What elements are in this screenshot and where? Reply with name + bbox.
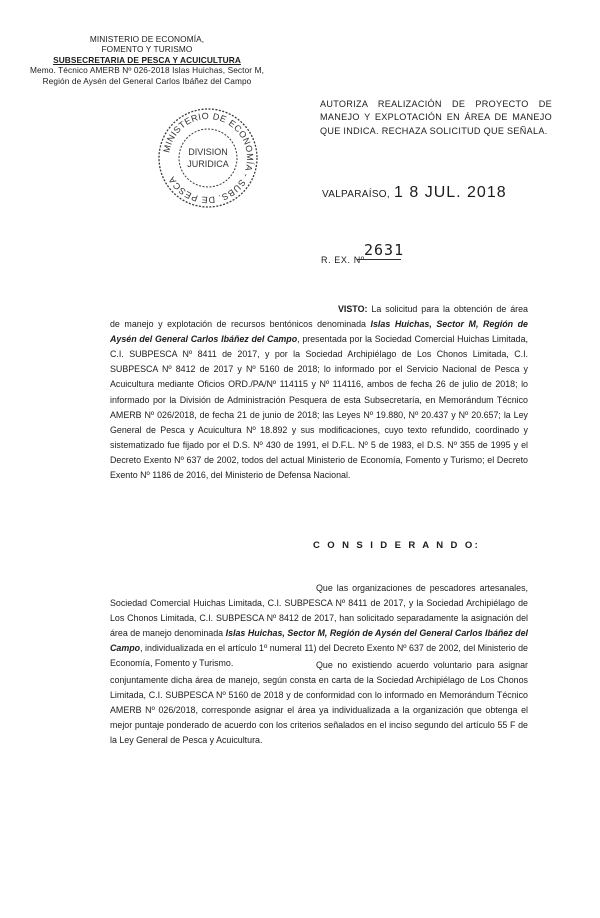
resolution-number-label: R. EX. Nº — [321, 255, 365, 265]
stamp-center-line-1: DIVISION — [188, 147, 228, 157]
juridical-division-stamp — [155, 105, 261, 211]
visto-label: VISTO: — [338, 304, 368, 314]
stamp-seal — [155, 105, 261, 211]
visto-text-1: La solicitud para la obtención de área de manejo y explotación de recursos bentónicos denominada — [110, 304, 528, 330]
region-reference: Región de Aysén del General Carlos Ibáñez del Campo — [42, 75, 252, 86]
ministry-name: MINISTERIO DE ECONOMÍA, — [89, 34, 205, 44]
visto-section — [110, 302, 528, 483]
paragraph-2-text: Que no existiendo acuerdo voluntario para asignar conjuntamente dicha área de manejo, según consta en carta de la Sociedad Archipiélago de Los Chonos Limitada, C.I. SUBPESCA Nº 5160 de 2018 y de conformidad con lo informado en Memorándum Técnico AMERB Nº 026/2018, corresponde asignar el área ya individualizada a la organización que obtenga el mejor puntaje ponderado de acuerdo con los criterios señalados en el inciso segundo del artículo 55 F de la Ley General de Pesca y Acuicultura. — [110, 660, 528, 746]
resolution-number-underline — [357, 259, 401, 260]
stamp-ring-text: MINISTERIO DE ECONOMÍA - SUBS. DE PESCA — [161, 110, 256, 206]
subsecretary-name: SUBSECRETARIA DE PESCA Y ACUICULTURA — [53, 54, 241, 65]
considerando-paragraph-2 — [110, 658, 528, 749]
visto-text-2: , presentada por la Sociedad Comercial Huichas Limitada, C.I. SUBPESCA Nº 8411 de 2017, y por la Sociedad Archipiélago de Los Chonos Limitada, C.I. SUBPESCA Nº 8412 de 2017 y Nº 5160 de 2018; lo informado por el Servicio Nacional de Pesca y Acuicultura mediante Oficios ORD./PA/Nº 114115 y Nº 114116, ambos de fecha 26 de julio de 2018; lo informado por la División de Administración Pesquera de esta Subsecretaría, en Memorándum Técnico AMERB Nº 026/2018, de fecha 21 de junio de 2018; las Leyes Nº 19.880, Nº 20.437 y Nº 20.657; la Ley General de Pesca y Acuicultura Nº 18.892 y sus modificaciones, cuyo texto refundido, coordinado y sistematizado fue fijado por el D.S. Nº 430 de 1991, el D.F.L. Nº 5 de 1983, el D.S. Nº 355 de 1995 y el Decreto Exento Nº 637 de 2002, todos del actual Ministerio de Economía, Fomento y Turismo; el Decreto Exento Nº 1186 de 2016, del Ministerio de Defensa Nacional. — [110, 334, 529, 481]
resolution-title: AUTORIZA REALIZACIÓN DE PROYECTO DE MANEJO Y EXPLOTACIÓN EN ÁREA DE MANEJO QUE INDICA. RECHAZA SOLICITUD QUE SEÑALA. — [320, 99, 552, 136]
considerando-heading: C O N S I D E R A N D O: — [313, 540, 481, 551]
resolution-number: 2631 — [364, 241, 405, 259]
paragraph-1-area-name: Islas Huichas, Sector M, Región de Aysén del General Carlos Ibáñez del Campo — [110, 628, 528, 654]
paragraph-1-text-1: Que las organizaciones de pescadores artesanales, Sociedad Comercial Huichas Limitada, C.I. SUBPESCA Nº 8411 de 2017, y la Sociedad Archipiélago de Los Chonos Limitada, C.I. SUBPESCA Nº 8412 de 2017, han solicitado separadamente la asignación del área de manejo denominada — [110, 583, 528, 639]
resolution-date: 1 8 JUL. 2018 — [394, 184, 507, 201]
stamp-center-line-2: JURIDICA — [187, 159, 229, 169]
paragraph-1-text-2: , individualizada en el artículo 1º numeral 11) del Decreto Exento Nº 637 de 2002, del Ministerio de Economía, Fomento y Turismo. — [110, 643, 528, 669]
ministry-name-cont: FOMENTO Y TURISMO — [101, 44, 193, 55]
ministry-header — [12, 34, 282, 86]
memo-reference: Memo. Técnico AMERB Nº 026-2018 Islas Huichas, Sector M, — [30, 65, 264, 76]
place: VALPARAÍSO, — [322, 189, 390, 200]
visto-area-name: Islas Huichas, Sector M, Región de Aysén del General Carlos Ibáñez del Campo — [110, 319, 528, 345]
